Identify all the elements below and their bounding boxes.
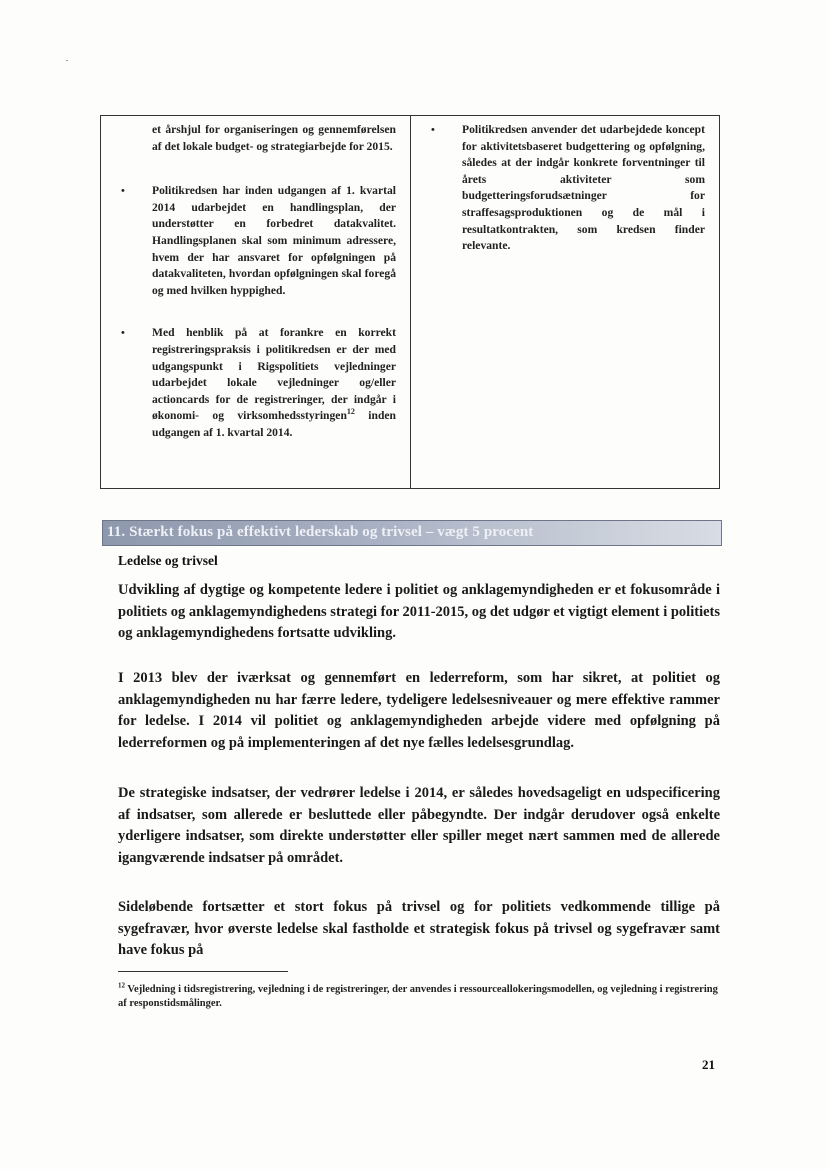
subheading: Ledelse og trivsel bbox=[118, 553, 218, 568]
footnote bbox=[118, 983, 718, 1011]
paragraph: I 2013 blev der iværksat og gennemført en lederreform, som har sikret, at politiet og anklagemyndigheden nu har færre ledere, tydeligere ledelsesniveauer og mere effektive rammer for ledelse. I 2014 vil politiet og anklagemyndigheden arbejde videre med opfølgning på lederreformen og på implementeringen af det nye fælles ledelsesgrundlag. bbox=[118, 670, 720, 751]
section-heading-bar bbox=[102, 520, 722, 546]
action-table bbox=[100, 115, 720, 489]
page-number: 21 bbox=[702, 1057, 715, 1072]
footnote-divider bbox=[118, 971, 288, 972]
list-item bbox=[121, 183, 396, 299]
table-right-column bbox=[411, 116, 719, 488]
list-item-text-main: Med henblik på at forankre en korrekt registreringspraksis i politikredsen er der med udgangspunkt i Rigspolitiets vejledninger udarbejdet lokale vejledninger og/eller actioncards for de registreringer, der indgår i økonomi- og virksomhedsstyringen bbox=[152, 326, 396, 423]
paragraph: Udvikling af dygtige og kompetente ledere i politiet og anklagemyndigheden er et fokusområde i politiets og anklagemyndighedens strategi for 2011-2015, og det udgør et vigtigt element i politiets og anklagemyndighedens fortsatte udvikling. bbox=[118, 582, 720, 641]
footnote-text: Vejledning i tidsregistrering, vejledning i de registreringer, der anvendes i ressourceallokeringsmodellen, og vejledning i registrering af responstidsmålinger. bbox=[118, 984, 718, 1009]
list-item-text: Politikredsen har inden udgangen af 1. kvartal 2014 udarbejdet en handlingsplan, der understøtter en forbedret datakvalitet. Handlingsplanen skal som minimum adressere, hvem der har ansvaret for opfølgningen på datakvaliteten, hvordan opfølgningen skal foregå og med hvilken hyppighed. bbox=[152, 184, 396, 297]
paragraph: De strategiske indsatser, der vedrører ledelse i 2014, er således hovedsageligt en udspecificering af indsatser, som allerede er besluttede eller påbegyndte. Der indgår derudover også enkelte yderligere indsatser, som direkte understøtter eller spiller meget nært sammen med de allerede igangværende indsatser på området. bbox=[118, 785, 720, 866]
footnote-number: 12 bbox=[118, 981, 125, 990]
bullet-icon: • bbox=[121, 327, 125, 340]
list-item bbox=[431, 122, 705, 255]
paragraph: Sideløbende fortsætter et stort fokus på trivsel og for politiets vedkommende tillige på sygefravær, hvor øverste ledelse skal fastholde et strategisk fokus på trivsel og sygefravær samt have fokus på bbox=[118, 899, 720, 958]
bullet-icon: • bbox=[121, 185, 125, 198]
table-left-column bbox=[101, 116, 411, 488]
section-heading: 11. Stærkt fokus på effektivt lederskab og trivsel – vægt 5 procent bbox=[107, 524, 534, 540]
list-item bbox=[121, 325, 396, 441]
list-item-text-tail: inden udgangen af 1. kvartal 2014. bbox=[152, 409, 396, 439]
footnote-ref: 12 bbox=[346, 407, 355, 417]
bullet-icon: • bbox=[431, 124, 435, 136]
scan-speck bbox=[66, 60, 68, 61]
left-continuation-text: et årshjul for organiseringen og gennemførelsen af det lokale budget- og strategiarbejde for 2015. bbox=[152, 123, 396, 153]
list-item-text: Politikredsen anvender det udarbejdede koncept for aktivitetsbaseret budgettering og opfølgning, således at der indgår konkrete forventninger til årets aktiviteter som budgetteringsforudsætninger for straffesagsproduktionen og de mål i resultatkontrakten, som kredsen finder relevante. bbox=[462, 123, 705, 253]
list-item-text bbox=[152, 325, 396, 441]
